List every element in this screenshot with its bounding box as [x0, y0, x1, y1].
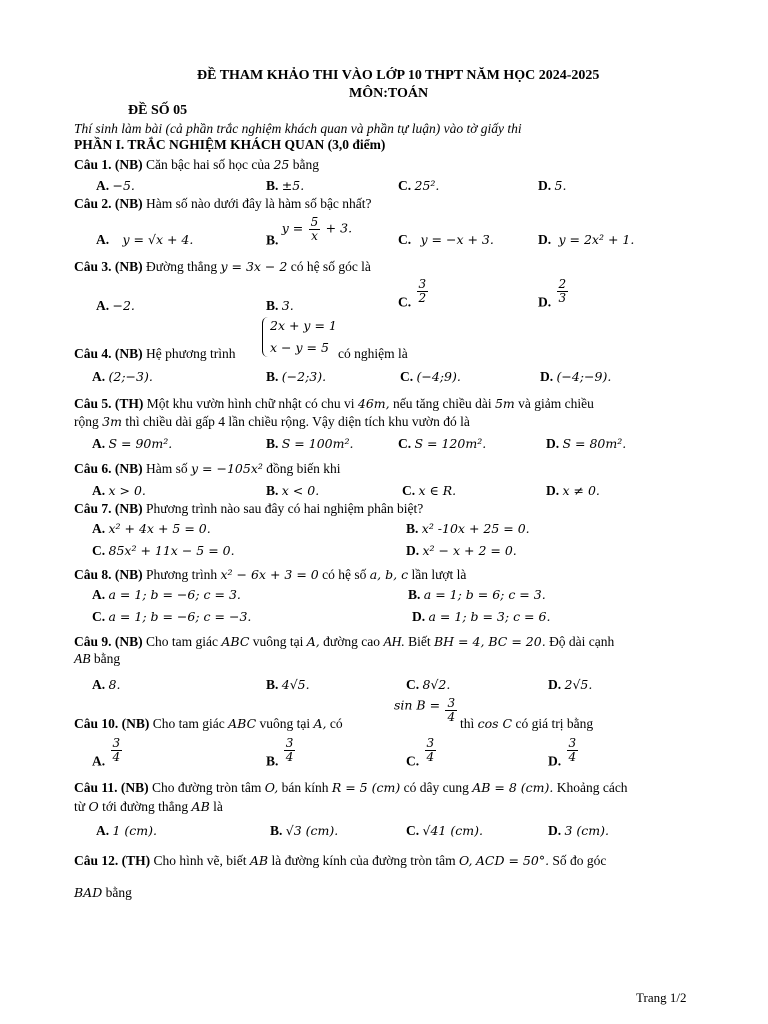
- numerator: 3: [285, 736, 294, 750]
- option-c[interactable]: [406, 823, 483, 839]
- option-value: x² -10x + 25 = 0.: [421, 521, 530, 536]
- option-letter: A.: [92, 436, 106, 451]
- option-d[interactable]: [406, 543, 517, 559]
- denominator: 3: [558, 291, 567, 305]
- question-math: O: [88, 799, 99, 814]
- option-b[interactable]: [266, 436, 353, 452]
- option-d[interactable]: [538, 178, 566, 194]
- question-math: AB = 8 (cm).: [472, 780, 554, 795]
- option-d[interactable]: [548, 737, 580, 769]
- question-text: Phương trình: [146, 567, 218, 582]
- option-d[interactable]: [548, 823, 609, 839]
- option-letter: C.: [406, 823, 420, 838]
- option-letter: D.: [406, 543, 420, 558]
- denominator: 4: [426, 750, 435, 764]
- option-c[interactable]: [92, 609, 251, 625]
- option-letter: A.: [96, 823, 110, 838]
- option-letter: D.: [538, 294, 552, 310]
- question-text: rộng: [74, 414, 99, 429]
- numerator: 3: [418, 277, 427, 291]
- option-value: + 3.: [325, 220, 353, 236]
- question-text: là đường kính của đường tròn tâm: [271, 853, 456, 868]
- option-value: x² + 4x + 5 = 0.: [108, 521, 211, 536]
- denominator: 2: [418, 291, 427, 305]
- question-text: có hệ số góc là: [290, 259, 371, 274]
- question-text: và giảm chiều: [518, 396, 594, 411]
- option-letter: D.: [540, 369, 554, 384]
- option-letter: A.: [96, 232, 110, 247]
- question-label: Câu 4. (NB): [74, 346, 143, 361]
- question-3: [74, 259, 371, 275]
- option-letter: D.: [412, 609, 426, 624]
- option-letter: C.: [406, 677, 420, 692]
- question-label: Câu 12. (TH): [74, 853, 151, 868]
- option-d[interactable]: [546, 483, 600, 499]
- question-label: Câu 10. (NB): [74, 716, 150, 731]
- option-value: (−4;9).: [416, 369, 461, 384]
- question-11-line-2: [74, 799, 223, 815]
- question-label: Câu 5. (TH): [74, 396, 144, 411]
- option-letter: B.: [266, 369, 279, 384]
- option-letter: B.: [266, 483, 279, 498]
- option-b[interactable]: [266, 298, 294, 314]
- question-text: Phương trình nào sau đây có hai nghiệm phân biệt?: [146, 501, 424, 516]
- fraction: [557, 278, 569, 305]
- question-math: sin B =: [394, 697, 441, 713]
- question-math: ACD = 50°.: [475, 853, 550, 868]
- denominator: 4: [112, 750, 121, 764]
- option-a[interactable]: [92, 483, 146, 499]
- question-math: AB: [249, 853, 269, 868]
- option-letter: D.: [538, 232, 552, 247]
- option-value: √41 (cm).: [422, 823, 483, 838]
- option-letter: C.: [400, 369, 414, 384]
- question-text: có nghiệm là: [338, 346, 408, 361]
- option-c[interactable]: [398, 232, 494, 248]
- question-math: 46m,: [357, 396, 390, 411]
- question-math: AB: [74, 651, 91, 666]
- question-6: [74, 461, 341, 477]
- option-letter: D.: [546, 436, 560, 451]
- option-value: (−2;3).: [281, 369, 327, 384]
- question-text: có: [329, 716, 343, 731]
- option-value: a = 1; b = 6; c = 3.: [423, 587, 546, 602]
- option-value: (−4;−9).: [556, 369, 612, 384]
- question-math: AB: [191, 799, 210, 814]
- option-value: 5.: [554, 178, 567, 193]
- option-a[interactable]: [96, 823, 157, 839]
- question-text: Cho tam giác: [152, 716, 225, 731]
- option-d[interactable]: [412, 609, 550, 625]
- option-letter: A.: [92, 521, 106, 536]
- option-value: y = −x + 3.: [420, 232, 494, 247]
- option-b[interactable]: [266, 178, 304, 194]
- option-b[interactable]: [270, 823, 338, 839]
- question-label: Câu 8. (NB): [74, 567, 143, 582]
- question-math: y = −105x²: [191, 461, 263, 476]
- question-4: [74, 346, 235, 362]
- option-letter: C.: [402, 483, 416, 498]
- system-eq-1: 2x + y = 1: [270, 318, 337, 333]
- option-letter: A.: [96, 298, 110, 313]
- question-math: R = 5 (cm): [331, 780, 401, 795]
- option-letter: B.: [266, 436, 279, 451]
- question-label: Câu 11. (NB): [74, 780, 149, 795]
- fraction: [417, 278, 429, 305]
- option-letter: C.: [406, 753, 420, 769]
- option-value: x² − x + 2 = 0.: [422, 543, 517, 558]
- option-value: 3 (cm).: [564, 823, 610, 838]
- question-text: Hàm số nào dưới đây là hàm số bậc nhất?: [146, 196, 372, 211]
- question-label: Câu 1. (NB): [74, 157, 143, 172]
- question-text: có giá trị bằng: [515, 716, 594, 731]
- option-letter: C.: [92, 543, 106, 558]
- question-math: O,: [264, 780, 279, 795]
- denominator: 4: [447, 710, 456, 724]
- option-value: S = 80m².: [562, 436, 627, 451]
- question-text: đồng biến khi: [266, 461, 341, 476]
- option-d[interactable]: [538, 278, 570, 310]
- question-text: Biết: [408, 634, 431, 649]
- question-text: vuông tại: [252, 634, 304, 649]
- option-c[interactable]: [92, 543, 235, 559]
- option-letter: A.: [92, 677, 106, 692]
- option-value: a = 1; b = 3; c = 6.: [428, 609, 551, 624]
- question-text: lần lượt là: [411, 567, 467, 582]
- question-text: tới đường thẳng: [102, 799, 189, 814]
- option-letter: B.: [270, 823, 283, 838]
- option-value: 2√5.: [564, 677, 593, 692]
- question-math: a, b, c: [369, 567, 409, 582]
- question-math: y = 3x − 2: [220, 259, 288, 274]
- option-letter: C.: [398, 436, 412, 451]
- option-value: S = 100m².: [281, 436, 354, 451]
- question-text: bán kính: [281, 780, 329, 795]
- question-text: từ: [74, 799, 86, 814]
- question-text: có dây cung: [403, 780, 469, 795]
- question-text: là: [213, 799, 223, 814]
- subject-title: MÔN:TOÁN: [349, 86, 429, 101]
- question-text: nếu tăng chiều dài: [393, 396, 492, 411]
- option-value: (2;−3).: [108, 369, 153, 384]
- option-value: a = 1; b = −6; c = −3.: [108, 609, 252, 624]
- option-a[interactable]: [96, 232, 193, 248]
- option-c[interactable]: [406, 677, 450, 693]
- question-text: Hàm số: [146, 461, 188, 476]
- question-math: BAD: [74, 885, 103, 900]
- question-9: [74, 634, 614, 650]
- question-11: [74, 780, 628, 796]
- option-value: x ∈ R.: [418, 483, 457, 498]
- fraction: [425, 737, 437, 764]
- option-letter: D.: [548, 677, 562, 692]
- question-text: vuông tại: [259, 716, 311, 731]
- question-12: [74, 853, 606, 869]
- option-letter: C.: [92, 609, 106, 624]
- fraction: [445, 697, 457, 724]
- numerator: 3: [568, 736, 577, 750]
- exam-title: ĐỀ THAM KHẢO THI VÀO LỚP 10 THPT NĂM HỌC 2024-2025: [197, 68, 600, 83]
- option-value: −2.: [112, 298, 135, 313]
- option-a[interactable]: [96, 178, 135, 194]
- option-value: S = 120m².: [414, 436, 487, 451]
- option-c[interactable]: [406, 737, 438, 769]
- option-d[interactable]: [538, 232, 634, 248]
- option-letter: A.: [96, 178, 110, 193]
- question-text: bằng: [292, 157, 319, 172]
- option-value: y = 2x² + 1.: [558, 232, 635, 247]
- question-text: Căn bậc hai số học của: [146, 157, 271, 172]
- option-value: S = 90m².: [108, 436, 173, 451]
- denominator: x: [311, 229, 318, 243]
- option-letter: D.: [548, 823, 562, 838]
- option-b[interactable]: [406, 521, 530, 537]
- question-text: Hệ phương trình: [146, 346, 236, 361]
- option-letter: A.: [92, 753, 106, 769]
- page-number: Trang 1/2: [636, 990, 687, 1005]
- option-value: y = √x + 4.: [122, 232, 194, 247]
- numerator: 3: [426, 736, 435, 750]
- instruction: Thí sinh làm bài (cả phần trắc nghiệm khách quan và phần tự luận) vào tờ giấy thi: [74, 121, 522, 136]
- system-brace: [262, 317, 269, 357]
- question-math: O,: [459, 853, 473, 868]
- option-d[interactable]: [540, 369, 611, 385]
- option-b[interactable]: [266, 737, 297, 769]
- question-math: ABC: [228, 716, 257, 731]
- question-8: [74, 567, 466, 583]
- fraction: [111, 737, 123, 764]
- option-a[interactable]: [92, 521, 211, 537]
- option-letter: B.: [266, 753, 279, 769]
- option-value: 3.: [281, 298, 294, 313]
- question-text: bằng: [93, 651, 121, 666]
- option-value: 4√5.: [281, 677, 310, 692]
- numerator: 5: [310, 215, 319, 229]
- question-math: BH = 4, BC = 20.: [433, 634, 546, 649]
- option-a[interactable]: [92, 677, 120, 693]
- option-b[interactable]: [408, 587, 546, 603]
- question-math: A,: [306, 634, 320, 649]
- numerator: 3: [112, 736, 121, 750]
- option-value: ±5.: [281, 178, 305, 193]
- question-5: [74, 396, 594, 412]
- question-text: Độ dài cạnh: [549, 634, 615, 649]
- sin-b-expression: [394, 697, 459, 724]
- question-text: Một khu vườn hình chữ nhật có chu vi: [146, 396, 355, 411]
- fraction: [309, 216, 321, 243]
- option-value: 25².: [414, 178, 440, 193]
- question-text: Số đo góc: [552, 853, 607, 868]
- option-b[interactable]: [266, 483, 319, 499]
- option-value: 85x² + 11x − 5 = 0.: [108, 543, 235, 558]
- option-d[interactable]: [548, 677, 592, 693]
- question-9-line-2: [74, 651, 120, 667]
- option-letter: A.: [92, 587, 106, 602]
- option-d[interactable]: [546, 436, 626, 452]
- denominator: 4: [568, 750, 577, 764]
- option-c[interactable]: [402, 483, 456, 499]
- option-b[interactable]: [266, 216, 352, 248]
- question-text: đường cao: [323, 634, 380, 649]
- option-letter: C.: [398, 294, 412, 310]
- question-text: thì: [460, 716, 475, 731]
- option-a[interactable]: [96, 298, 135, 314]
- denominator: 4: [285, 750, 294, 764]
- question-math: 25: [273, 157, 290, 172]
- question-10: [74, 716, 343, 732]
- option-value: x > 0.: [108, 483, 146, 498]
- option-letter: B.: [266, 677, 279, 692]
- option-value: √3 (cm).: [285, 823, 339, 838]
- option-value: x ≠ 0.: [562, 483, 600, 498]
- option-letter: A.: [92, 483, 106, 498]
- question-text: thì chiều dài gấp 4 lần chiều rộng. Vậy diện tích khu vườn đó là: [125, 414, 470, 429]
- fraction: [567, 737, 579, 764]
- numerator: 2: [558, 277, 567, 291]
- option-letter: C.: [398, 232, 412, 247]
- question-7: [74, 501, 423, 517]
- option-b[interactable]: [266, 369, 326, 385]
- option-value: y =: [281, 220, 304, 236]
- option-c[interactable]: [400, 369, 461, 385]
- option-value: 8.: [108, 677, 121, 692]
- question-math: ABC: [221, 634, 250, 649]
- system-eq-2: x − y = 5: [270, 340, 329, 355]
- option-a[interactable]: [92, 369, 153, 385]
- option-letter: D.: [546, 483, 560, 498]
- part-heading: PHẦN I. TRẮC NGHIỆM KHÁCH QUAN (3,0 điểm): [74, 137, 386, 152]
- question-label: Câu 7. (NB): [74, 501, 143, 516]
- option-a[interactable]: [92, 737, 124, 769]
- question-text: Khoảng cách: [556, 780, 628, 795]
- question-math: 5m: [494, 396, 515, 411]
- question-label: Câu 3. (NB): [74, 259, 143, 274]
- option-c[interactable]: [398, 278, 430, 310]
- option-c[interactable]: [398, 436, 486, 452]
- option-a[interactable]: [92, 587, 241, 603]
- option-letter: B.: [406, 521, 419, 536]
- option-letter: D.: [548, 753, 562, 769]
- exam-number: ĐỀ SỐ 05: [128, 103, 188, 118]
- option-letter: B.: [266, 298, 279, 313]
- option-letter: C.: [398, 178, 412, 193]
- question-label: Câu 2. (NB): [74, 196, 143, 211]
- question-text: Cho tam giác: [146, 634, 218, 649]
- option-value: −5.: [112, 178, 135, 193]
- question-math: AH.: [383, 634, 405, 649]
- question-label: Câu 6. (NB): [74, 461, 143, 476]
- option-a[interactable]: [92, 436, 172, 452]
- option-value: 8√2.: [422, 677, 451, 692]
- option-letter: D.: [538, 178, 552, 193]
- numerator: 3: [447, 696, 456, 710]
- question-text: có hệ số: [322, 567, 367, 582]
- option-letter: B.: [266, 178, 279, 193]
- question-math: cos C: [477, 716, 513, 731]
- question-label: Câu 9. (NB): [74, 634, 143, 649]
- question-2: [74, 196, 372, 212]
- option-b[interactable]: [266, 677, 310, 693]
- question-10-tail: [460, 716, 593, 732]
- question-12-line-2: [74, 885, 132, 901]
- option-value: a = 1; b = −6; c = 3.: [108, 587, 241, 602]
- question-math: 3m: [102, 414, 122, 429]
- fraction: [284, 737, 296, 764]
- question-text: Cho đường tròn tâm: [152, 780, 262, 795]
- option-c[interactable]: [398, 178, 439, 194]
- question-5-line-2: [74, 414, 470, 430]
- option-letter: A.: [92, 369, 106, 384]
- question-text: bằng: [105, 885, 132, 900]
- question-text: Đường thẳng: [146, 259, 218, 274]
- question-math: A,: [313, 716, 327, 731]
- option-value: x < 0.: [281, 483, 320, 498]
- option-letter: B.: [408, 587, 421, 602]
- question-1: [74, 157, 319, 173]
- option-value: 1 (cm).: [112, 823, 158, 838]
- question-text: Cho hình vẽ, biết: [153, 853, 247, 868]
- question-math: x² − 6x + 3 = 0: [220, 567, 319, 582]
- option-letter: B.: [266, 232, 279, 248]
